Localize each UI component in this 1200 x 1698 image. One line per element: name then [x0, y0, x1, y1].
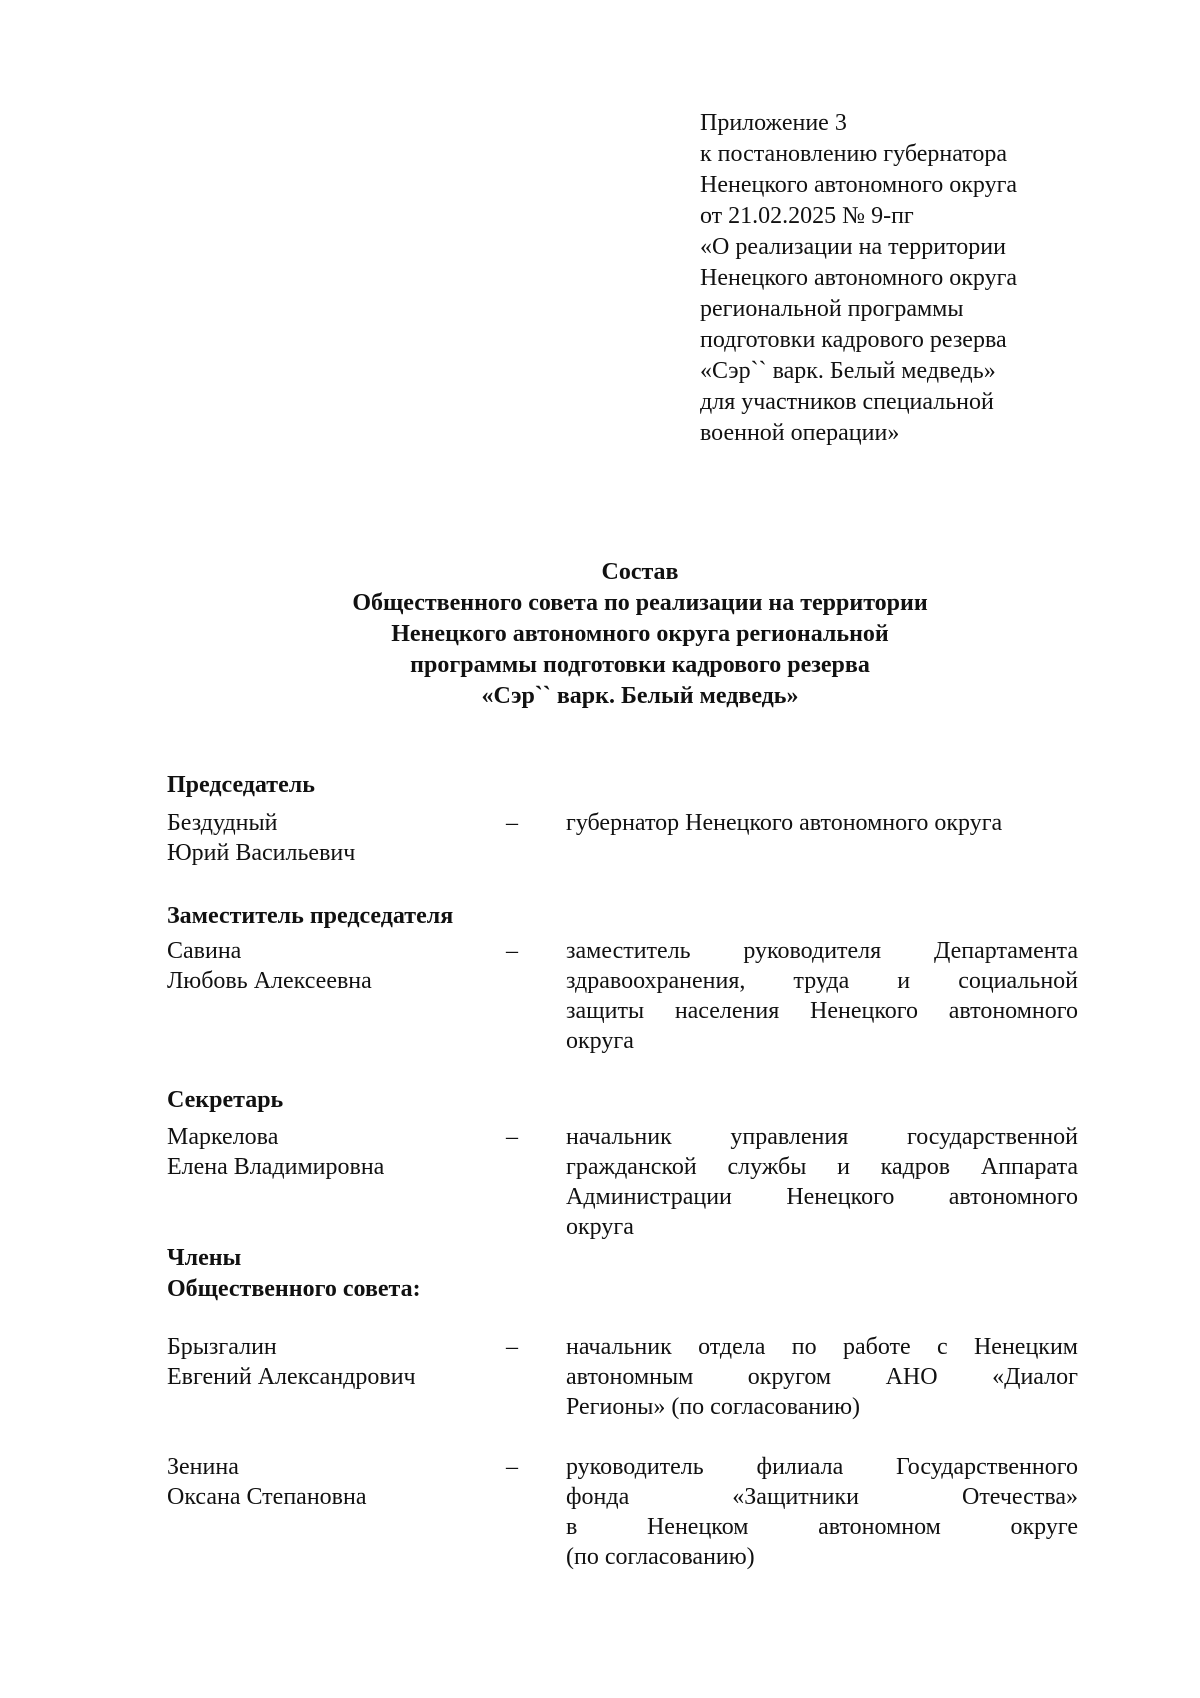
- dash-separator: –: [506, 938, 518, 964]
- annex-line: Ненецкого автономного округа: [700, 265, 1018, 291]
- members-heading: [167, 1243, 421, 1305]
- name-line: Любовь Алексеевна: [167, 968, 372, 994]
- deputy-name: [167, 936, 372, 996]
- annex-line: региональной программы: [700, 296, 964, 322]
- title-line: Состав: [601, 559, 679, 585]
- annex-block: [700, 108, 1120, 449]
- title-line: программы подготовки кадрового резерва: [410, 652, 870, 678]
- name-line: Елена Владимировна: [167, 1154, 385, 1180]
- title-line: Ненецкого автономного округа региональной: [391, 621, 889, 647]
- role-line: округа: [566, 1028, 634, 1054]
- name-line: Маркелова: [167, 1124, 279, 1150]
- annex-line: для участников специальной: [700, 389, 994, 415]
- role-line: автономным округом АНО «Диалог: [566, 1364, 1078, 1390]
- secretary-heading: Секретарь: [167, 1087, 284, 1113]
- member-role: [566, 1332, 1078, 1422]
- heading-line: Члены: [167, 1245, 242, 1271]
- member-role: [566, 1452, 1078, 1572]
- name-line: Юрий Васильевич: [167, 840, 356, 866]
- deputy-heading: Заместитель председателя: [167, 903, 454, 929]
- role-line: губернатор Ненецкого автономного округа: [566, 810, 1003, 836]
- dash-separator: –: [506, 810, 518, 836]
- secretary-name: [167, 1122, 384, 1182]
- role-line: гражданской службы и кадров Аппарата: [566, 1154, 1078, 1180]
- dash-separator: –: [506, 1454, 518, 1480]
- name-line: Савина: [167, 938, 242, 964]
- name-line: Бездудный: [167, 810, 278, 836]
- role-line: начальник управления государственной: [566, 1124, 1078, 1150]
- deputy-role: [566, 936, 1078, 1056]
- dash-separator: –: [506, 1124, 518, 1150]
- member-name: [167, 1452, 367, 1512]
- name-line: Евгений Александрович: [167, 1364, 416, 1390]
- heading-line: Общественного совета:: [167, 1276, 421, 1302]
- annex-line: подготовки кадрового резерва: [700, 327, 1007, 353]
- annex-line: Приложение 3: [700, 110, 847, 136]
- name-line: Зенина: [167, 1454, 239, 1480]
- annex-line: к постановлению губернатора: [700, 141, 1008, 167]
- role-line: (по согласованию): [566, 1544, 755, 1570]
- annex-line: «О реализации на территории: [700, 234, 1006, 260]
- annex-line: военной операции»: [700, 420, 900, 446]
- title-line: Общественного совета по реализации на территории: [352, 590, 928, 616]
- annex-line: Ненецкого автономного округа: [700, 172, 1018, 198]
- name-line: Брызгалин: [167, 1334, 277, 1360]
- chairman-name: [167, 808, 355, 868]
- role-line: в Ненецком автономном округе: [566, 1514, 1078, 1540]
- chairman-role: [566, 808, 1078, 838]
- role-line: здравоохранения, труда и социальной: [566, 968, 1078, 994]
- chairman-heading: Председатель: [167, 772, 315, 798]
- annex-line: от 21.02.2025 № 9-пг: [700, 203, 914, 229]
- role-line: округа: [566, 1214, 634, 1240]
- role-line: руководитель филиала Государственного: [566, 1454, 1078, 1480]
- annex-line: «Сэр`` варк. Белый медведь»: [700, 358, 996, 384]
- role-line: заместитель руководителя Департамента: [566, 938, 1078, 964]
- role-line: Регионы» (по согласованию): [566, 1394, 861, 1420]
- role-line: Администрации Ненецкого автономного: [566, 1184, 1078, 1210]
- dash-separator: –: [506, 1334, 518, 1360]
- role-line: начальник отдела по работе с Ненецким: [566, 1334, 1078, 1360]
- document-title: [160, 557, 1120, 712]
- role-line: фонда «Защитники Отечества»: [566, 1484, 1078, 1510]
- title-line: «Сэр`` варк. Белый медведь»: [481, 683, 799, 709]
- role-line: защиты населения Ненецкого автономного: [566, 998, 1078, 1024]
- member-name: [167, 1332, 416, 1392]
- name-line: Оксана Степановна: [167, 1484, 367, 1510]
- secretary-role: [566, 1122, 1078, 1242]
